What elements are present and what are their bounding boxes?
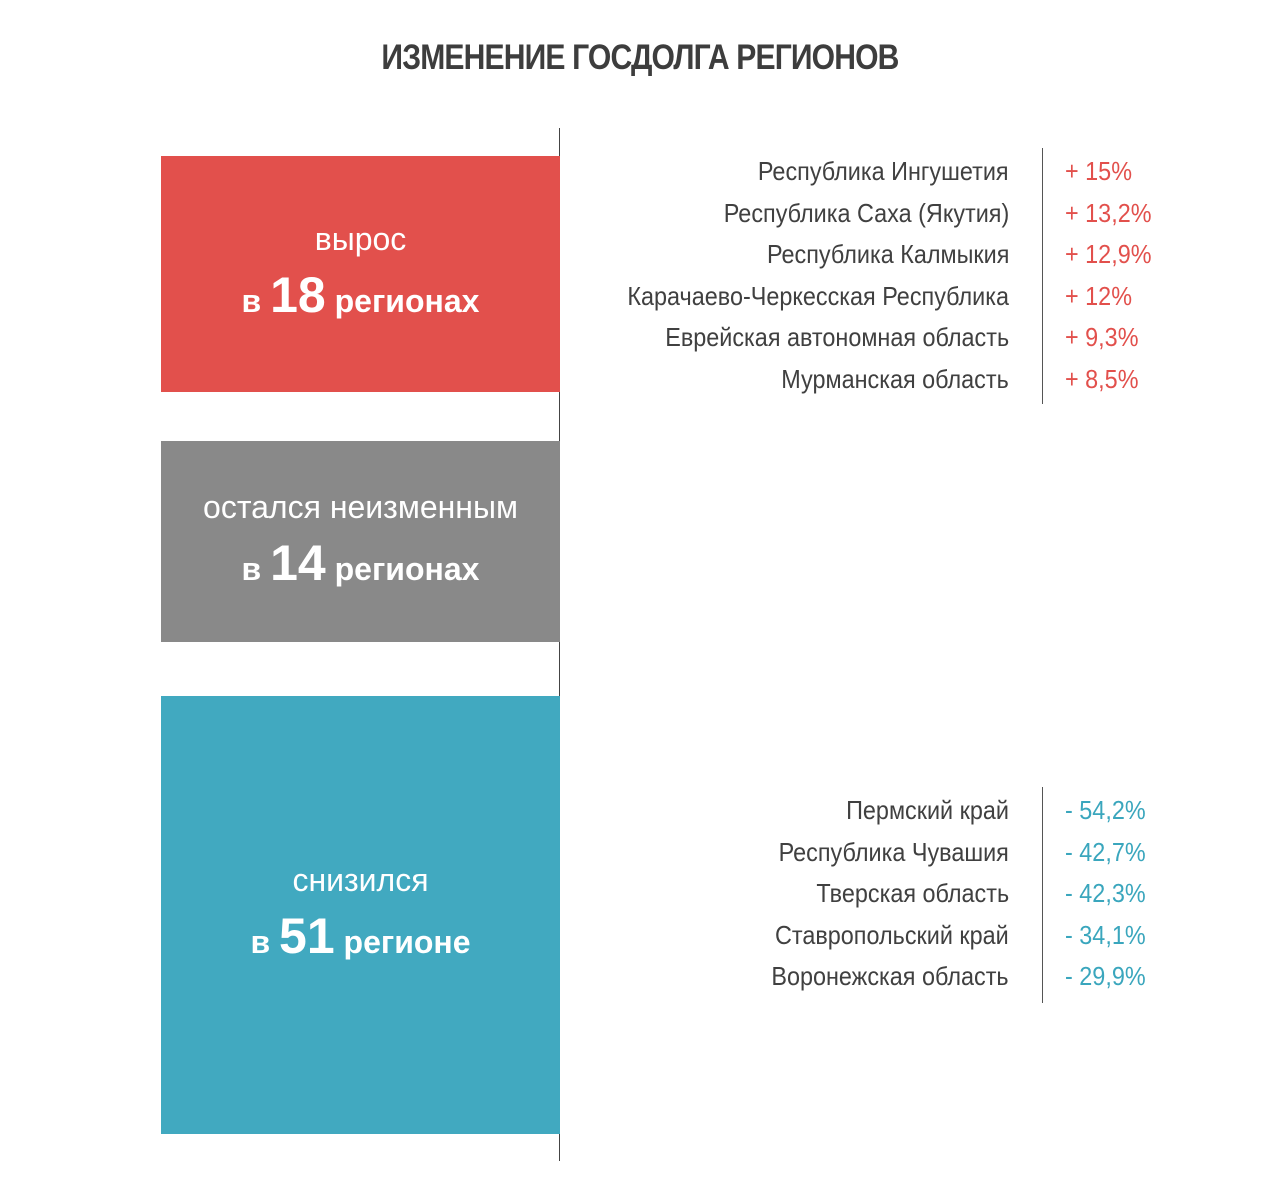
region-row <box>560 873 1180 915</box>
decreased-suffix: регионе <box>343 924 471 960</box>
unchanged-block <box>161 441 560 642</box>
increased-suffix: регионах <box>334 283 480 319</box>
top-decrease-list <box>560 790 1180 998</box>
unchanged-suffix: регионах <box>334 550 480 587</box>
region-row <box>560 193 1180 235</box>
region-row <box>560 359 1180 401</box>
region-name: Тверская область <box>816 878 1009 908</box>
decreased-count-line <box>250 908 470 970</box>
region-name: Республика Чувашия <box>778 836 1009 867</box>
region-row <box>560 317 1180 359</box>
region-change-value: + 13,2% <box>1065 197 1152 228</box>
region-change-value: - 34,1% <box>1065 919 1146 950</box>
region-row <box>560 915 1180 957</box>
region-change-value: + 12,9% <box>1065 239 1152 269</box>
region-change-value: + 8,5% <box>1065 363 1139 394</box>
region-change-value: - 42,7% <box>1065 836 1146 867</box>
region-row <box>560 790 1180 832</box>
region-row <box>560 151 1180 193</box>
increased-label: вырос <box>314 221 407 257</box>
decreased-count: 51 <box>279 908 335 964</box>
region-change-value: - 29,9% <box>1065 961 1146 991</box>
unchanged-label: остался неизменным <box>203 488 518 525</box>
unchanged-count-line <box>242 535 480 597</box>
unchanged-count: 14 <box>270 534 326 591</box>
region-change-value: + 12% <box>1065 280 1133 311</box>
decreased-prefix: в <box>250 924 271 960</box>
region-row <box>560 956 1180 998</box>
region-row <box>560 832 1180 874</box>
region-change-value: - 54,2% <box>1065 795 1146 825</box>
chart-title: ИЗМЕНЕНИЕ ГОСДОЛГА РЕГИОНОВ <box>381 38 899 77</box>
increased-prefix: в <box>241 283 262 319</box>
region-name: Республика Ингушетия <box>758 156 1009 186</box>
region-change-value: + 15% <box>1065 156 1133 186</box>
region-name: Карачаево-Черкесская Республика <box>627 280 1009 311</box>
region-name: Пермский край <box>846 795 1009 825</box>
increased-block <box>161 156 560 392</box>
increased-count-line <box>242 267 480 329</box>
region-name: Республика Калмыкия <box>766 239 1009 269</box>
region-row <box>560 276 1180 318</box>
region-row <box>560 234 1180 276</box>
top-increase-list <box>560 151 1180 400</box>
increased-count: 18 <box>270 267 326 323</box>
region-name: Еврейская автономная область <box>665 322 1009 352</box>
region-name: Воронежская область <box>771 961 1009 991</box>
decreased-label: снизился <box>292 862 429 898</box>
region-change-value: - 42,3% <box>1065 878 1146 908</box>
region-name: Мурманская область <box>781 363 1009 394</box>
region-name: Республика Саха (Якутия) <box>723 197 1009 228</box>
decreased-block <box>161 696 560 1134</box>
unchanged-prefix: в <box>241 550 262 587</box>
region-change-value: + 9,3% <box>1065 322 1139 352</box>
region-name: Ставропольский край <box>775 919 1009 950</box>
